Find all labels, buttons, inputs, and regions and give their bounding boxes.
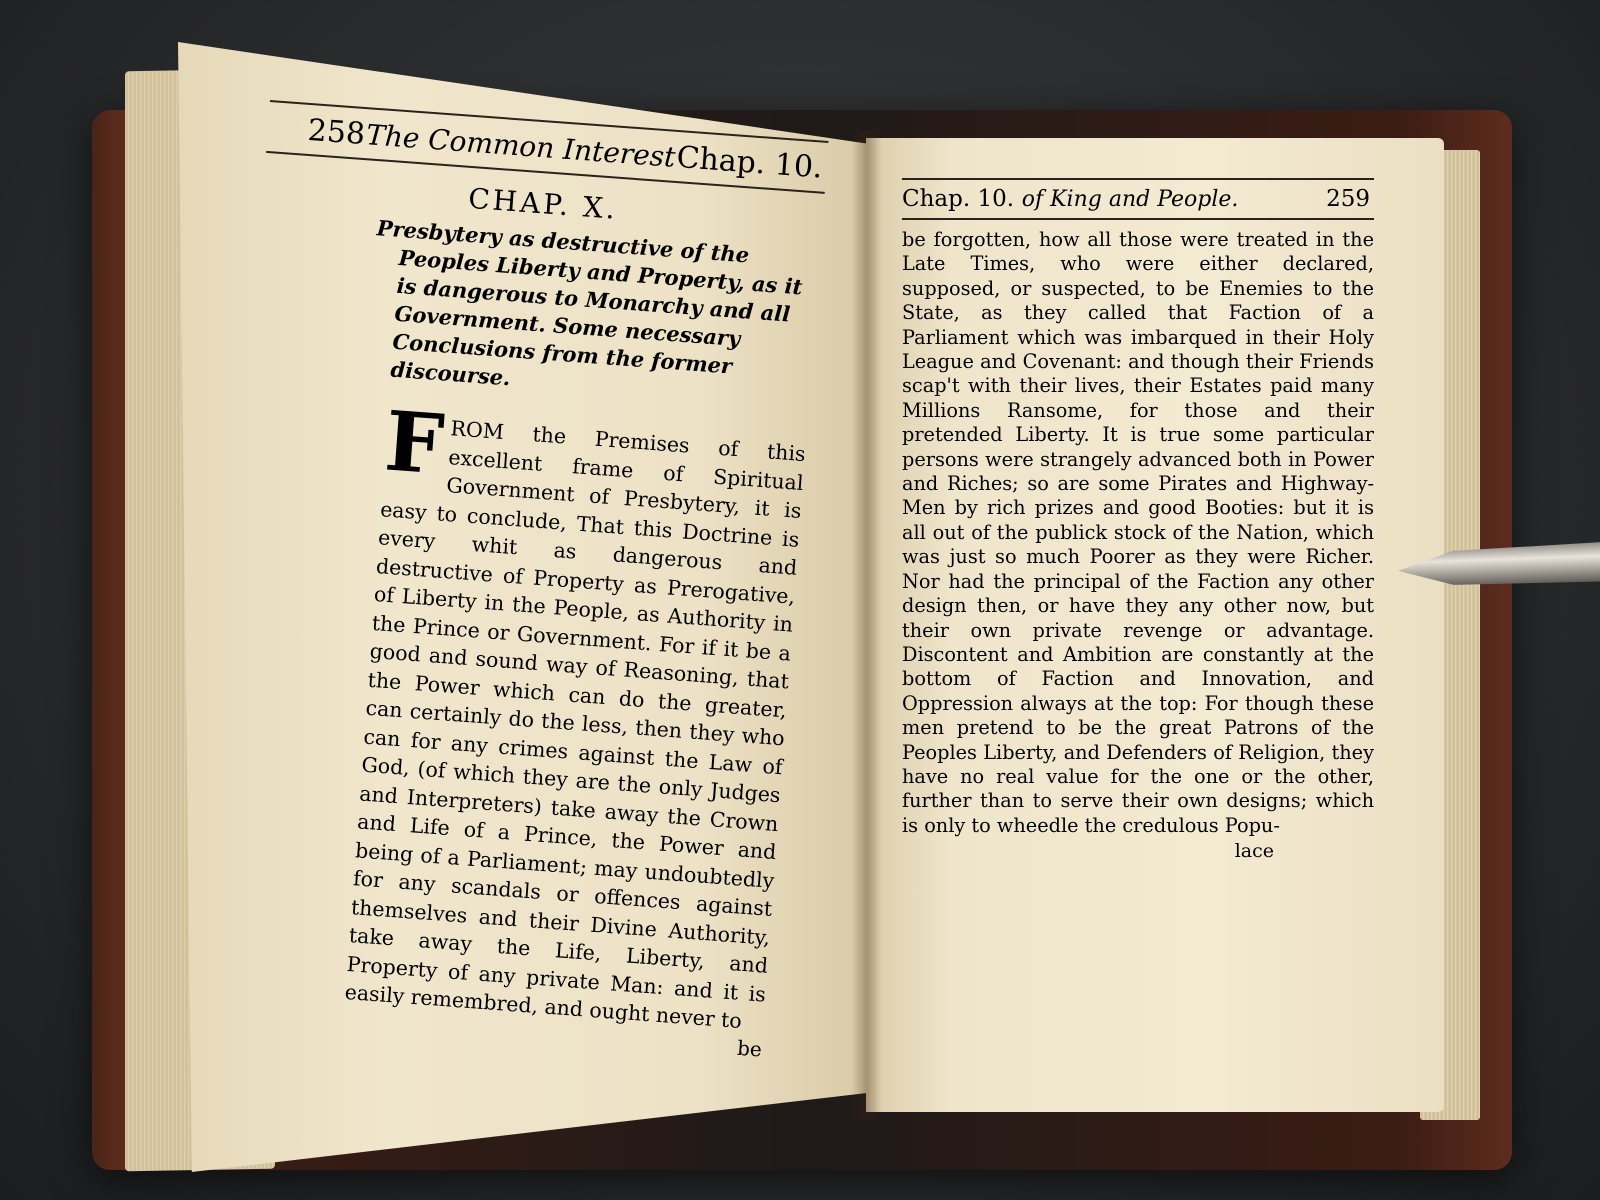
right-page-content <box>902 178 1374 862</box>
left-page-content <box>202 100 828 1061</box>
book-gutter <box>852 130 882 1120</box>
left-running-title: The Common Interest <box>365 118 677 174</box>
right-running-head <box>902 180 1374 218</box>
left-chapter-ref: Chap. 10. <box>675 139 824 186</box>
chapter-summary: Presbytery as destructive of the Peoples Liberty and Property, as it is dangerous to Monarchy and all Government. Some necessary Conclusions from the former discourse. <box>376 215 804 391</box>
right-running-title: of King and People. <box>1021 187 1239 212</box>
drop-cap: F <box>381 393 447 494</box>
right-page-number: 259 <box>1326 186 1370 212</box>
right-chapter-ref: Chap. 10. <box>902 186 1015 212</box>
right-catchword: lace <box>1234 840 1274 863</box>
left-page-number: 258 <box>306 112 367 153</box>
right-header-rule-bottom <box>902 218 1374 220</box>
right-body-text: be forgotten, how all those were treated in the Late Times, who were either declared, supposed, or suspected, to be Enemies to the State, as they called that Faction of a Parliament which was imbarqued in their Holy League and Covenant: and though their Friends scap't with their lives, their Estates paid many Millions Ransome, for those and their pretended Liberty. It is true some particular persons were strangely advanced both in Power and Riches; so are some Pirates and Highway-Men by rich prizes and good Booties: but it is all out of the publick stock of the Nation, which was just so much Poorer as they were Richer. Nor had the principal of the Faction any other design then, or have they any other now, but their own private revenge or advantage. Discontent and Ambition are constantly at the bottom of Faction and Innovation, and Oppression always at the top: For though these men pretend to be the great Patrons of the Peoples Liberty, and Defenders of Religion, they have no real value for the one or the other, further than to serve their own designs; which is only to wheedle the credulous Popu- <box>902 228 1374 837</box>
left-body-paragraph: ROM the Premises of this excellent frame of Spiritual Government of Presbytery, it is easy to conclude, That this Doctrine is every whit as dangerous and destructive of Property as Prerogative, of Liberty in the People, as Authority in the Prince or Government. For if it be a good and sound way of Reasoning, that the Power which can do the greater, can certainly do the less, then they who can for any crimes against the Law of God, (of which they are the only Judges and Interpreters) take away the Crown and Life of a Prince, the Power and being of a Parliament; may undoubtedly for any scandals or offences against themselves and their Divine Authority, take away the Life, Liberty, and Property of any private Man: and it is easily remembred, and ought never to <box>344 416 807 1033</box>
chapter-heading: CHAP. X. <box>467 181 620 226</box>
left-body-text <box>344 393 807 1037</box>
left-catchword: be <box>736 1035 763 1062</box>
